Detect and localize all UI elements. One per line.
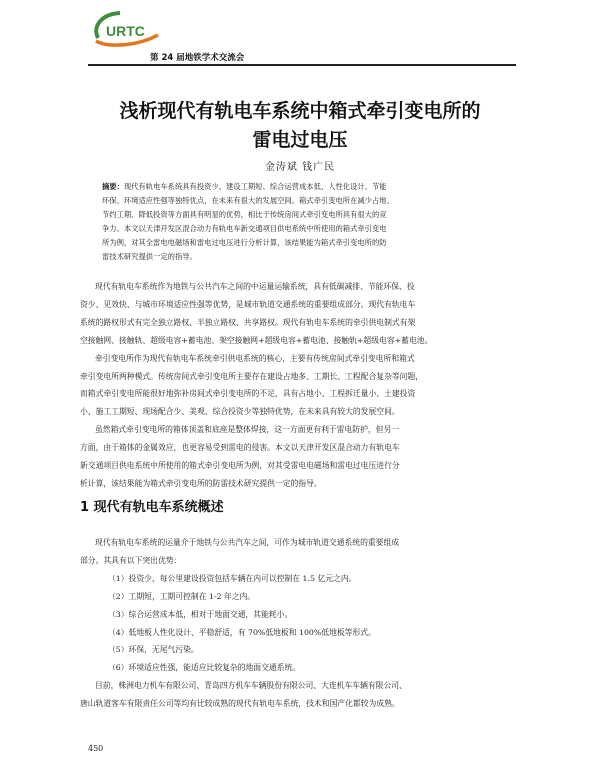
abstract-line: 节约工期、降低投资等方面具有明显的优势，相比于传统房间式牵引变电所具有很大的竞 [102, 209, 387, 219]
body-line: 唐山轨道客车有限责任公司等均有比较成熟的现代有轨电车系统，技术和国产化都较为成熟。 [80, 699, 400, 709]
body-line: 新交通项目供电系统中所使用的箱式牵引变电所为例，对其受雷电电磁场和雷电过电压进行分 [80, 461, 400, 471]
urtc-logo [88, 8, 166, 48]
body-line: 部分。其具有以下突出优势： [80, 555, 182, 565]
body-line: 资少、见效快、与城市环境适应性强等优势，是城市轨道交通系统的重要组成部分。现代有轨电车 [80, 299, 416, 309]
body-line: 方面，由于箱体的金属效应，也更容易受到雷电的侵害。本文以天津开发区混合动力有轨电车 [80, 443, 400, 453]
logo-text: URTC [106, 23, 145, 39]
list-item: （4）低地板人性化设计、平稳舒适，有 70%低地板和 100%低地板等形式。 [108, 627, 376, 637]
section1-body [80, 534, 523, 713]
body-line: 而箱式牵引变电所能很好地弥补房间式牵引变电所的不足，具有占地小、工程拆迁量小、土建投资 [80, 389, 416, 399]
authors: 金涛斌 钱广民 [264, 162, 336, 173]
list-item: （1）投资少，每公里建设投资包括车辆在内可以控制在 1.5 亿元之内。 [108, 573, 357, 583]
abstract-line: 环保、环境适应性强等独特优点，在未来有很大的发展空间。箱式牵引变电所在减少占地、 [102, 195, 394, 205]
header-rule [88, 64, 516, 66]
conference-name: 第 24 届地铁学术交流会 [150, 53, 245, 63]
abstract [102, 180, 500, 263]
list-item: （2）工期短，工期可控制在 1-2 年之内。 [108, 591, 256, 601]
body-line: 目前，株洲电力机车有限公司、青岛四方机车车辆股份有限公司、大连机车车辆有限公司、 [95, 681, 407, 691]
paper-title-line2: 雷电过电压 [252, 129, 348, 151]
body-line: 系统的路权形式有完全独立路权、半独立路权、共享路权。现代有轨电车系统的牵引供电制式有架 [80, 317, 416, 327]
list-item: （5）环保，无尾气污染。 [108, 645, 199, 655]
abstract-line: 雷技术研究提供一定的指导。 [102, 251, 197, 261]
abstract-line: 摘要：现代有轨电车系统具有投资少、建设工期短、综合运营成本低、人性化设计、节能 [102, 182, 387, 191]
body-line: 现代有轨电车系统作为地铁与公共汽车之间的中运量运输系统，具有低碳减排、节能环保、投 [95, 282, 415, 291]
body-line: 现代有轨电车系统的运量介于地铁与公共汽车之间，可作为城市轨道交通系统的重要组成 [95, 538, 400, 547]
abstract-line: 所为例，对其全雷电电磁场和雷电过电压进行分析计算，该结果能为箱式牵引变电所的防 [102, 237, 387, 247]
page-number: 450 [88, 744, 104, 753]
abstract-line: 争力。本文以天津开发区混合动力有轨电车新交通项目供电系统中所使用的箱式牵引变电 [102, 223, 387, 233]
body-line: 虽然箱式牵引变电所的箱体顶盖和底座是整体焊接，这一方面更有利于雷电防护，但另一 [95, 425, 400, 435]
list-item: （3）综合运营成本低，相对于地面交通，其能耗小。 [108, 609, 293, 619]
body-line: 牵引变电所两种模式。传统房间式牵引变电所主要存在建设占地多、工期长、工程配合复杂等问题， [80, 371, 424, 381]
paper-title-line1: 浅析现代有轨电车系统中箱式牵引变电所的 [119, 100, 481, 122]
body-line: 小、施工工期短、现场配合少、美观、综合投资少等独特优势，在未来具有较大的发展空间。 [80, 407, 400, 417]
body-line: 析计算，该结果能为箱式牵引变电所的防雷技术研究提供一定的指导。 [80, 478, 322, 488]
intro-body [80, 278, 523, 493]
section-heading: 1 现代有轨电车系统概述 [80, 500, 224, 515]
abstract-label: 摘要： [102, 182, 124, 191]
list-item: （6）环境适应性强，能适应比较复杂的地面交通系统。 [108, 663, 301, 673]
body-line: 空接触网、接触轨、超级电容+蓄电池、架空接触网+超级电容+蓄电池、接触轨+超级电容+蓄电池。 [80, 335, 433, 345]
body-line: 牵引变电所作为现代有轨电车系统牵引供电系统的核心，主要有传统房间式牵引变电所和箱式 [95, 353, 415, 363]
